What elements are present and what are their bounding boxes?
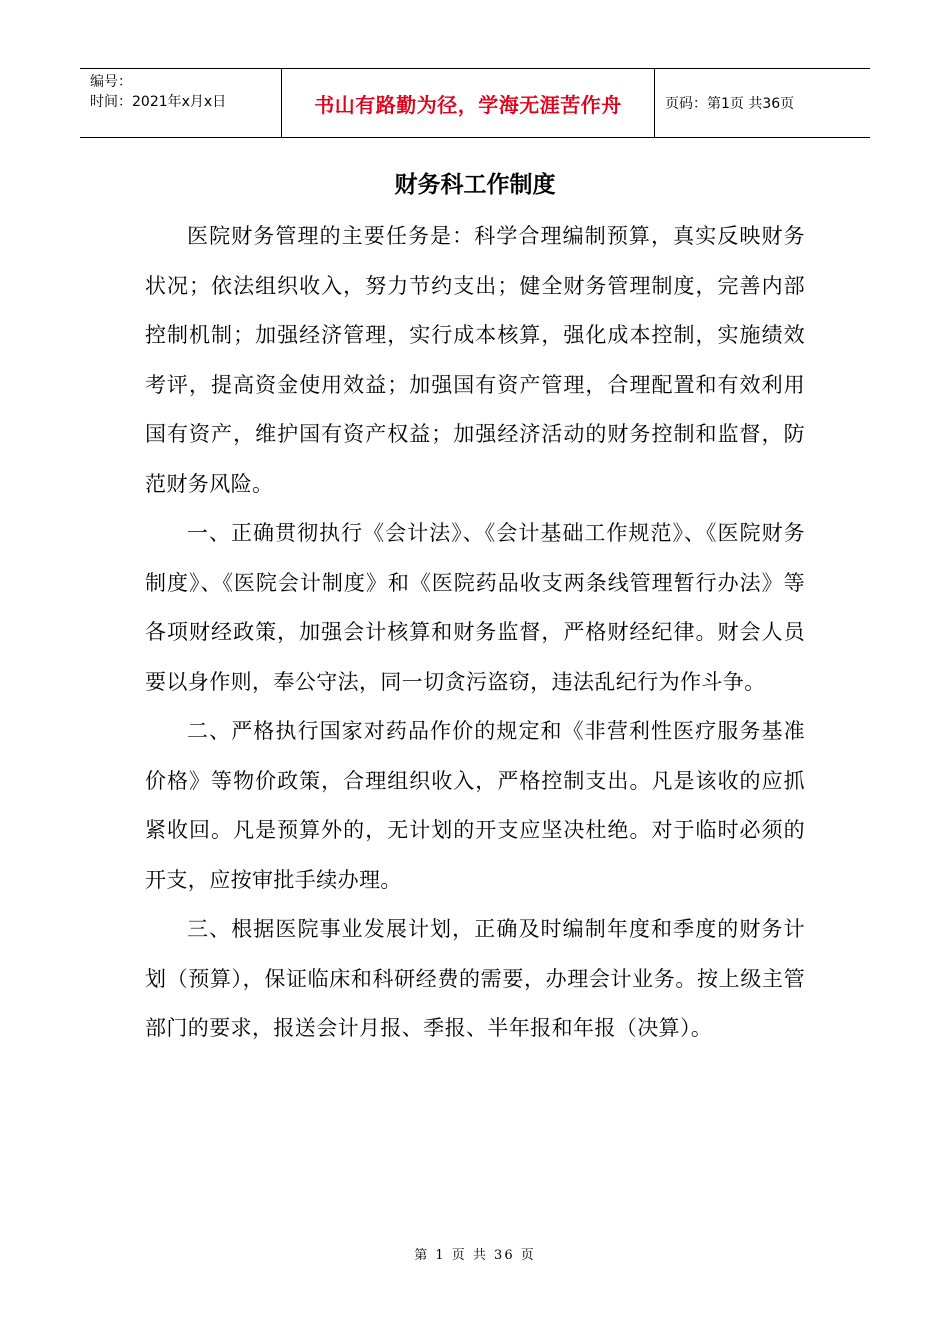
header-motto: 书山有路勤为径，学海无涯苦作舟 [282, 69, 655, 137]
paragraph-intro: 医院财务管理的主要任务是：科学合理编制预算，真实反映财务状况；依法组织收入，努力节约支出；健全财务管理制度，完善内部控制机制；加强经济管理，实行成本核算，强化成本控制，实施绩效考评，提高资金使用效益；加强国有资产管理，合理配置和有效利用国有资产，维护国有资产权益；加强经济活动的财务控制和监督，防范财务风险。 [145, 224, 805, 496]
paragraph-item-1: 一、正确贯彻执行《会计法》、《会计基础工作规范》、《医院财务制度》、《医院会计制度》和《医院药品收支两条线管理暂行办法》等各项财经政策，加强会计核算和财务监督，严格财经纪律。财会人员要以身作则，奉公守法，同一切贪污盗窃，违法乱纪行为作斗争。 [145, 521, 805, 694]
number-label: 编号： [90, 74, 132, 90]
time-label: 时间：2021年x月x日 [90, 94, 227, 110]
paragraph-item-2: 二、严格执行国家对药品作价的规定和《非营利性医疗服务基准价格》等物价政策，合理组织收入，严格控制支出。凡是该收的应抓紧收回。凡是预算外的，无计划的开支应坚决杜绝。对于临时必须的开支，应按审批手续办理。 [145, 719, 805, 892]
document-header [80, 68, 870, 138]
paragraph-item-3: 三、根据医院事业发展计划，正确及时编制年度和季度的财务计划（预算），保证临床和科研经费的需要，办理会计业务。按上级主管部门的要求，报送会计月报、季报、半年报和年报（决算）。 [145, 917, 805, 1040]
header-meta [80, 69, 282, 137]
document-body [145, 212, 805, 1054]
document-title: 财务科工作制度 [394, 172, 556, 198]
header-page-info: 页码：第1页 共36页 [665, 96, 795, 112]
page-footer: 第 1 页 共 36 页 [414, 1248, 536, 1263]
